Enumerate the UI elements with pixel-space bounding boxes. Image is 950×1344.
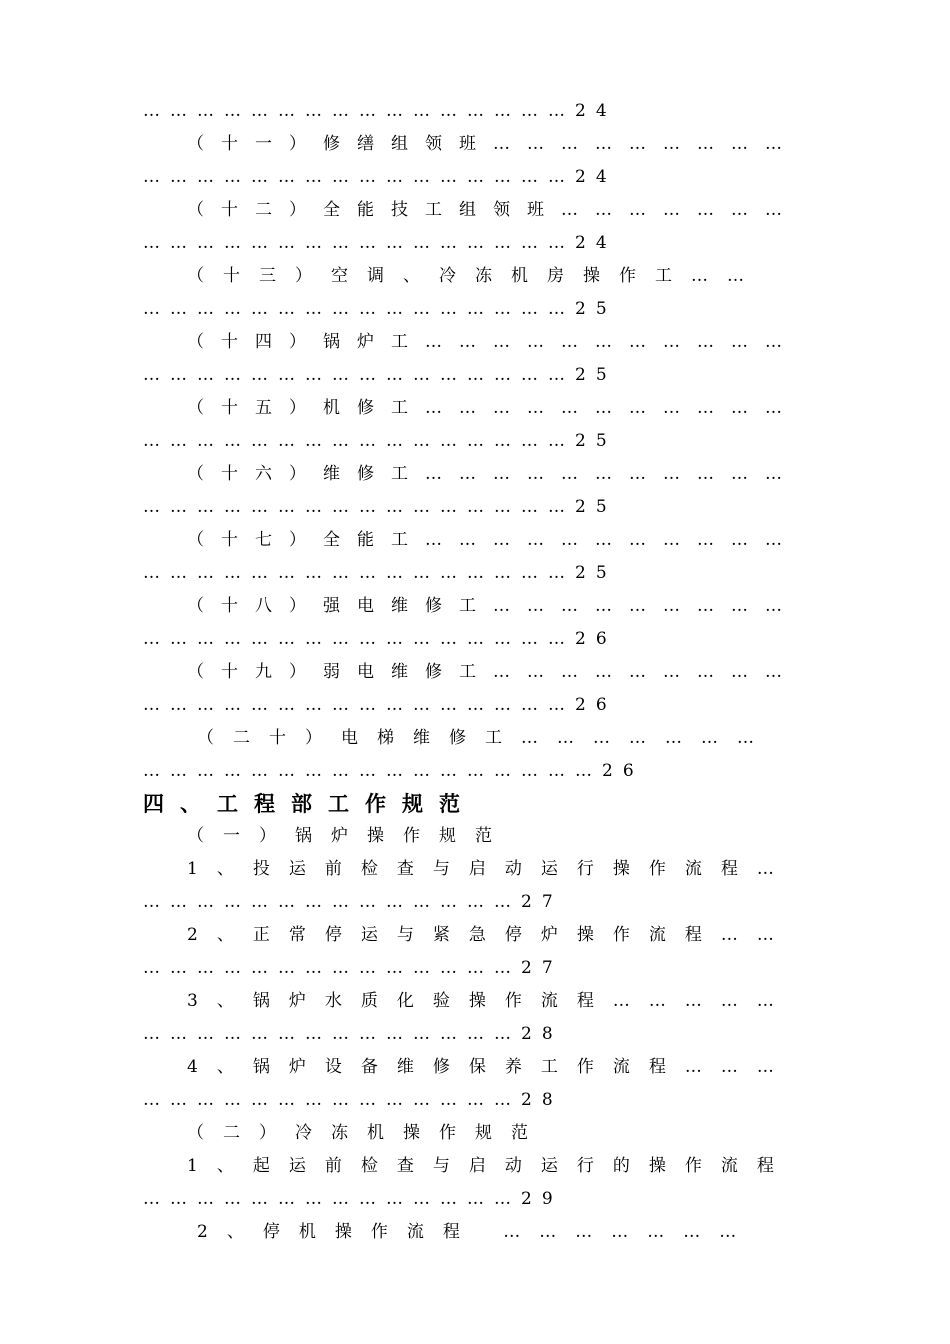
toc-leader-line [0,362,950,388]
toc-entry [0,131,950,157]
toc-leader-line [0,1021,950,1047]
toc-line-text: ……………………………………27 [143,958,563,978]
toc-entry [0,856,950,882]
toc-entry [0,593,950,619]
toc-leader-line [0,626,950,652]
toc-line-text: …………………………………………25 [143,497,617,517]
toc-line-text: （二）冷冻机操作规范 [187,1123,547,1143]
toc-entry [0,922,950,948]
toc-entry [0,1219,950,1245]
section-heading-text: 四、工程部工作规范 [143,791,476,816]
toc-line-text: （十一）修缮组领班……………………… [187,134,799,154]
toc-leader-line [0,164,950,190]
toc-line-text: （十四）锅炉工…………………………… [187,332,799,352]
toc-entry [0,823,950,849]
toc-line-text: ……………………………………28 [143,1024,563,1044]
toc-leader-line [0,560,950,586]
toc-entry [0,1120,950,1146]
toc-line-text: ……………………………………29 [143,1189,563,1209]
toc-line-text: …………………………………………25 [143,431,617,451]
toc-line-text: （十三）空调、冷冻机房操作工…… [187,266,763,286]
toc-leader-line [0,1186,950,1212]
toc-leader-line [0,428,950,454]
toc-leader-line [0,296,950,322]
toc-line-text: （二十）电梯维修工………………… [197,728,773,748]
toc-entry [0,1153,950,1179]
toc-line-text: （十九）弱电维修工……………………… [187,662,799,682]
toc-line-text: 1、投运前检查与启动运行操作流程… [187,859,793,879]
toc-leader-line [0,758,950,784]
toc-entry [0,1054,950,1080]
toc-line-text: ……………………………………………26 [143,761,644,781]
toc-line-text: （十六）维修工…………………………… [187,464,799,484]
toc-entry [0,988,950,1014]
toc-line-text: …………………………………………25 [143,299,617,319]
toc-line-text: 3、锅炉水质化验操作流程…………… [187,991,793,1011]
section-heading [0,789,950,819]
toc-line-text: 4、锅炉设备维修保养工作流程……… [187,1057,793,1077]
toc-leader-line [0,955,950,981]
toc-line-text: …………………………………………24 [143,167,617,187]
toc-line-text: 2、停机操作流程 ………………… [197,1222,756,1242]
toc-line-text: （十八）强电维修工……………………… [187,596,799,616]
toc-leader-line [0,692,950,718]
toc-line-text: （一）锅炉操作规范 [187,826,511,846]
toc-entry [0,659,950,685]
toc-line-text: （十二）全能技工组领班………………… [187,200,799,220]
toc-line-text: …………………………………………26 [143,695,617,715]
toc-line-text: （十七）全能工…………………………… [187,530,799,550]
toc-entry [0,395,950,421]
toc-entry [0,461,950,487]
toc-line-text: …………………………………………24 [143,101,617,121]
toc-line-text: （十五）机修工…………………………… [187,398,799,418]
toc-line-text: …………………………………………25 [143,365,617,385]
toc-leader-line [0,889,950,915]
toc-entry [0,527,950,553]
toc-line-text: …………………………………………25 [143,563,617,583]
toc-leader-line [0,1087,950,1113]
toc-line-text: 1、起运前检查与启动运行的操作流程 [187,1156,793,1176]
toc-leader-line [0,494,950,520]
toc-entry [0,329,950,355]
toc-leader-line [0,98,950,124]
toc-line-text: ……………………………………27 [143,892,563,912]
toc-entry [0,263,950,289]
toc-line-text: 2、正常停运与紧急停炉操作流程…… [187,925,793,945]
toc-leader-line [0,230,950,256]
toc-entry [0,725,950,751]
toc-entry [0,197,950,223]
toc-line-text: …………………………………………26 [143,629,617,649]
toc-line-text: …………………………………………24 [143,233,617,253]
toc-line-text: ……………………………………28 [143,1090,563,1110]
